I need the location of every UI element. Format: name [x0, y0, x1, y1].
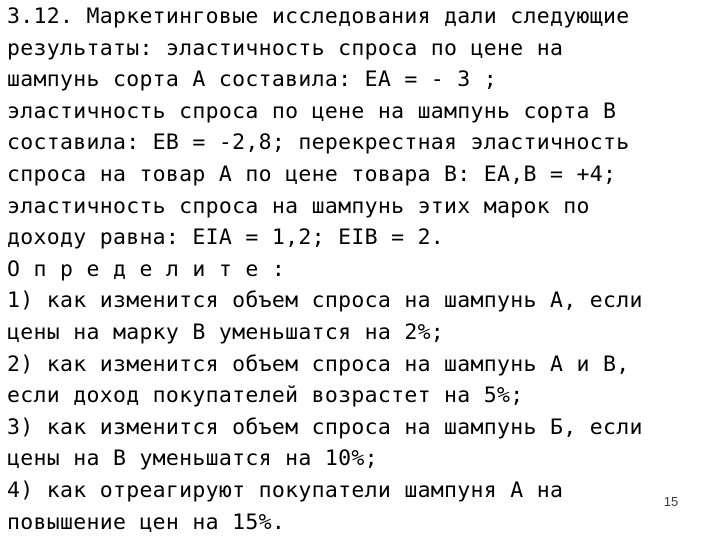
problem-line-13: если доход покупателей возрастет на 5%; — [7, 383, 524, 409]
problem-line-6: спроса на товар А по цене товара В: ЕА,В = +4; — [7, 161, 617, 187]
problem-line-4: эластичность спроса по цене на шампунь сорта В — [7, 98, 617, 124]
problem-text — [7, 1, 713, 538]
problem-line-14: 3) как изменится объем спроса на шампунь Б, если — [7, 414, 643, 440]
problem-line-15: цены на В уменьшатся на 10%; — [7, 446, 378, 472]
page-number: 15 — [663, 494, 679, 509]
problem-line-17: повышение цен на 15%. — [7, 509, 286, 535]
problem-line-8: доходу равна: ЕIА = 1,2; ЕIВ = 2. — [7, 225, 445, 251]
problem-line-16: 4) как отреагируют покупатели шампуня А на — [7, 477, 564, 503]
problem-line-3: шампунь сорта А составила: ЕА = - 3 ; — [7, 67, 498, 93]
problem-line-9: О п р е д е л и т е : — [7, 256, 286, 282]
problem-line-1: 3.12. Маркетинговые исследования дали следующие — [7, 4, 630, 29]
problem-line-7: эластичность спроса на шампунь этих марок по — [7, 193, 590, 219]
problem-line-5: составила: ЕВ = -2,8; перекрестная эластичность — [7, 130, 630, 156]
problem-line-10: 1) как изменится объем спроса на шампунь А, если — [7, 288, 643, 314]
problem-line-12: 2) как изменится объем спроса на шампунь А и В, — [7, 351, 630, 377]
problem-line-2: результаты: эластичность спроса по цене на — [7, 35, 564, 61]
problem-line-11: цены на марку В уменьшатся на 2%; — [7, 319, 445, 345]
